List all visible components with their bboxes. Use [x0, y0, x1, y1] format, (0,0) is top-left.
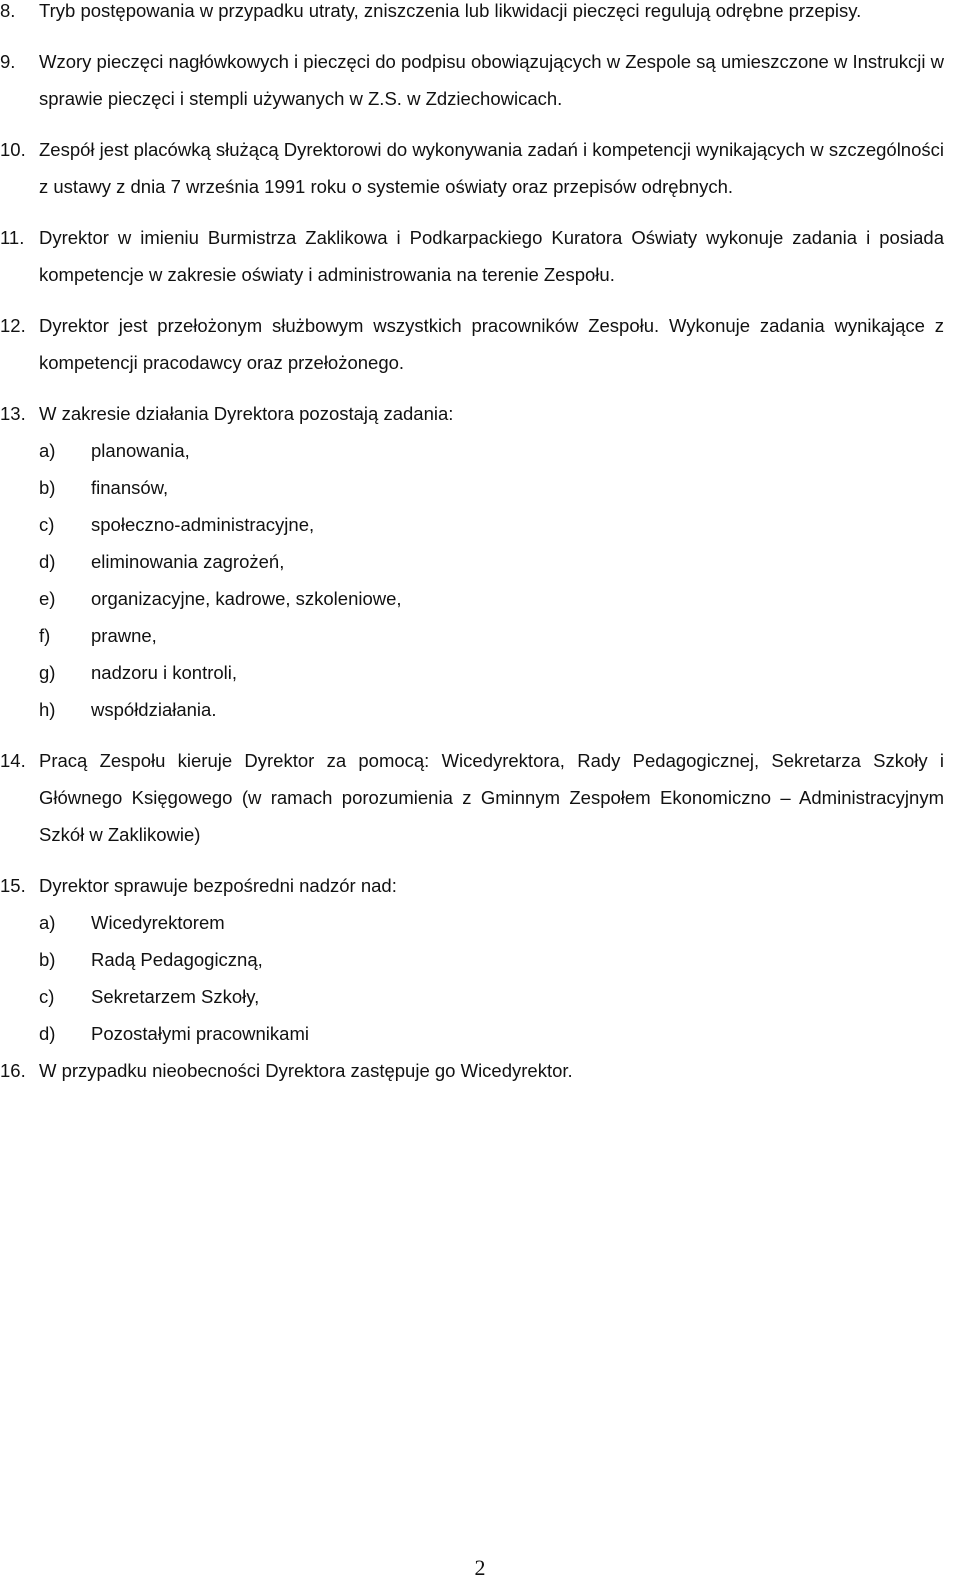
- list-item-text: Sekretarzem Szkoły,: [91, 986, 260, 1007]
- paragraph-10: [0, 131, 960, 205]
- list-item: [39, 506, 960, 543]
- list-item-text: Radą Pedagogiczną,: [91, 949, 263, 970]
- paragraph-11: [0, 219, 960, 293]
- paragraph-text: Pracą Zespołu kieruje Dyrektor za pomocą: Wicedyrektora, Rady Pedagogicznej, Sekretarza Szkoły i Głównego Księgowego (w ramach porozumienia z Gminnym Zespołem Ekonomiczno – Administracyjnym Szkół w Zaklikowie): [39, 750, 944, 845]
- paragraph-number: 13.: [0, 403, 26, 424]
- paragraph-number: 12.: [0, 315, 26, 336]
- list-item-letter: c): [39, 514, 55, 535]
- list-item-letter: a): [39, 440, 56, 461]
- list-item-text: nadzoru i kontroli,: [91, 662, 238, 683]
- list-item-text: Wicedyrektorem: [91, 912, 225, 933]
- paragraph-13: [0, 395, 960, 432]
- list-item-text: współdziałania.: [91, 699, 217, 720]
- paragraph-number: 9.: [0, 51, 16, 72]
- paragraph-16: [0, 1052, 960, 1089]
- list-item: [39, 432, 960, 469]
- paragraph-text: Dyrektor jest przełożonym służbowym wszystkich pracowników Zespołu. Wykonuje zadania wynikające z kompetencji pracodawcy oraz przełożonego.: [39, 315, 944, 373]
- list-item-text: eliminowania zagrożeń,: [91, 551, 285, 572]
- list-item: [39, 543, 960, 580]
- list-item: [39, 978, 960, 1015]
- paragraph-12: [0, 307, 960, 381]
- paragraph-text: Zespół jest placówką służącą Dyrektorowi do wykonywania zadań i kompetencji wynikających w szczególności z ustawy z dnia 7 września 1991 roku o systemie oświaty oraz przepisów odrębnych.: [39, 139, 944, 197]
- list-item-letter: c): [39, 986, 55, 1007]
- paragraph-text: Dyrektor sprawuje bezpośredni nadzór nad:: [39, 875, 397, 896]
- list-item: [39, 691, 960, 728]
- paragraph-15: [0, 867, 960, 904]
- paragraph-number: 14.: [0, 750, 26, 771]
- paragraph-number: 15.: [0, 875, 26, 896]
- paragraph-14: [0, 742, 960, 853]
- list-item: [39, 580, 960, 617]
- list-item-letter: b): [39, 949, 56, 970]
- paragraph-text: W zakresie działania Dyrektora pozostają zadania:: [39, 403, 454, 424]
- list-item-text: Pozostałymi pracownikami: [91, 1023, 309, 1044]
- paragraph-number: 8.: [0, 0, 16, 21]
- list-item-letter: a): [39, 912, 56, 933]
- list-item-letter: h): [39, 699, 56, 720]
- paragraph-text: W przypadku nieobecności Dyrektora zastępuje go Wicedyrektor.: [39, 1060, 573, 1081]
- list-item-letter: e): [39, 588, 56, 609]
- list-item: [39, 904, 960, 941]
- paragraph-number: 11.: [0, 227, 25, 248]
- list-item-letter: d): [39, 1023, 56, 1044]
- paragraph-text: Wzory pieczęci nagłówkowych i pieczęci do podpisu obowiązujących w Zespole są umieszczone w Instrukcji w sprawie pieczęci i stempli używanych w Z.S. w Zdziechowicach.: [39, 51, 944, 109]
- list-item-text: organizacyjne, kadrowe, szkoleniowe,: [91, 588, 402, 609]
- list-item-letter: b): [39, 477, 56, 498]
- paragraph-text: Tryb postępowania w przypadku utraty, zniszczenia lub likwidacji pieczęci regulują odrębne przepisy.: [39, 0, 862, 21]
- list-item: [39, 654, 960, 691]
- list-item-letter: g): [39, 662, 56, 683]
- paragraph-number: 10.: [0, 139, 26, 160]
- paragraph-9: [0, 43, 960, 117]
- list-item: [39, 469, 960, 506]
- paragraph-number: 16.: [0, 1060, 26, 1081]
- paragraph-8: [0, 0, 960, 29]
- paragraph-text: Dyrektor w imieniu Burmistrza Zaklikowa i Podkarpackiego Kuratora Oświaty wykonuje zadania i posiada kompetencje w zakresie oświaty i administrowania na terenie Zespołu.: [39, 227, 944, 285]
- list-item-text: planowania,: [91, 440, 190, 461]
- list-item-text: społeczno-administracyjne,: [91, 514, 315, 535]
- page-number: 2: [474, 1555, 486, 1580]
- list-item: [39, 617, 960, 654]
- list-item-text: finansów,: [91, 477, 169, 498]
- list-item-letter: d): [39, 551, 56, 572]
- list-item-letter: f): [39, 625, 51, 646]
- list-item-text: prawne,: [91, 625, 157, 646]
- list-item: [39, 1015, 960, 1052]
- list-item: [39, 941, 960, 978]
